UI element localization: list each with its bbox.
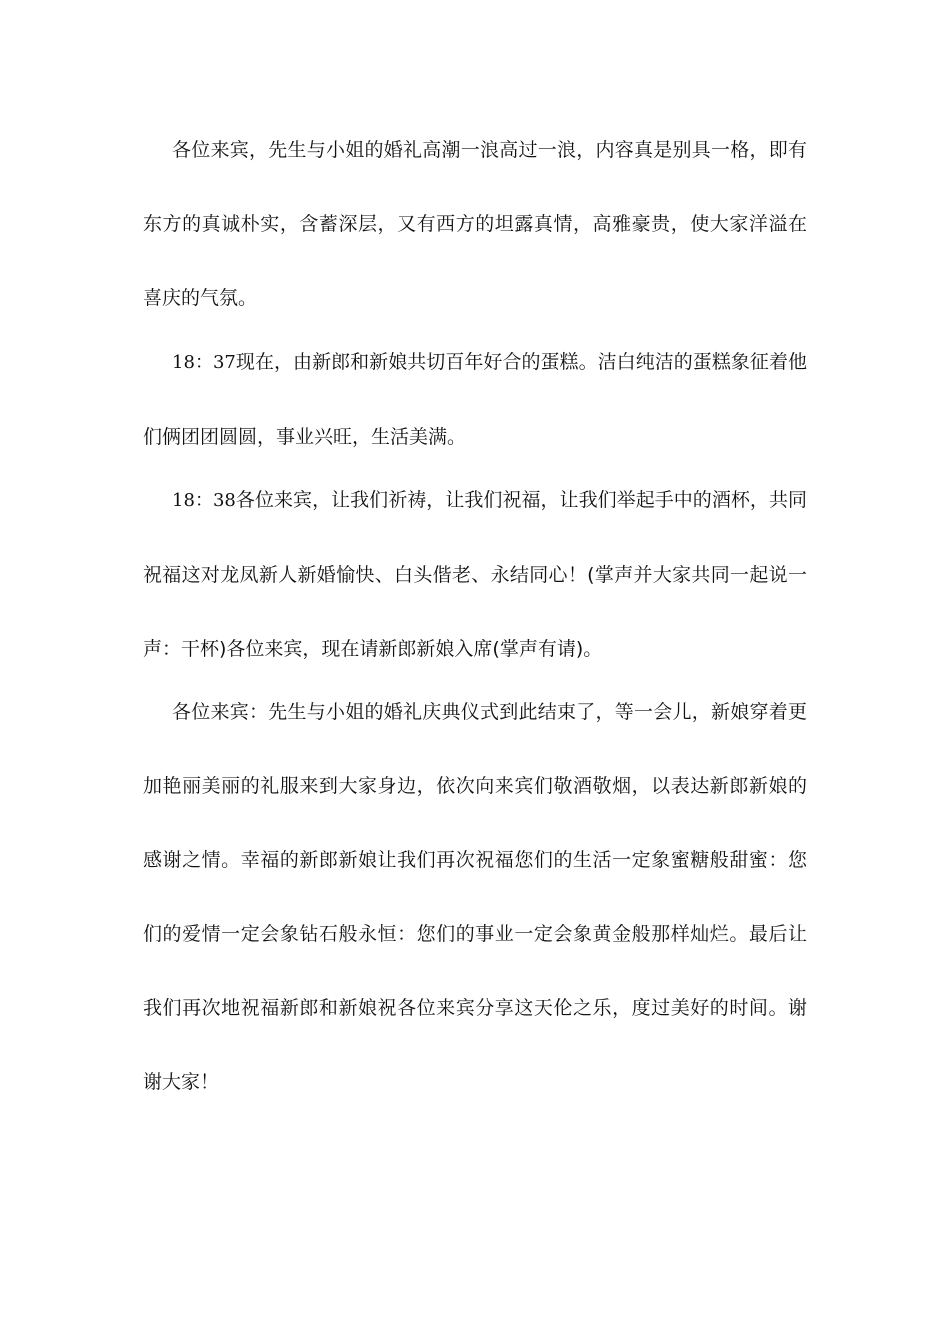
paragraph-toast	[143, 463, 807, 686]
timestamp: 18：38	[172, 490, 236, 511]
timestamp: 18：37	[172, 352, 236, 373]
paragraph-cake	[143, 325, 807, 474]
paragraph-opening	[143, 113, 807, 335]
paragraph-text: 各位来宾，让我们祈祷，让我们祝福，让我们举起手中的酒杯，共同祝福这对龙凤新人新婚愉快、白头偕老、永结同心！(掌声并大家共同一起说一声：干杯)各位来宾，现在请新郎新娘入席(掌声有请)。	[143, 489, 807, 660]
paragraph-text: 现在，由新郎和新娘共切百年好合的蛋糕。洁白纯洁的蛋糕象征着他们俩团团圆圆，事业兴旺，生活美满。	[143, 351, 807, 448]
paragraph-text: 各位来宾，先生与小姐的婚礼高潮一浪高过一浪，内容真是别具一格，即有东方的真诚朴实，含蓄深层，又有西方的坦露真情，高雅豪贵，使大家洋溢在喜庆的气氛。	[143, 139, 807, 309]
paragraph-text: 各位来宾：先生与小姐的婚礼庆典仪式到此结束了，等一会儿，新娘穿着更加艳丽美丽的礼服来到大家身边，依次向来宾们敬酒敬烟，以表达新郎新娘的感谢之情。幸福的新郎新娘让我们再次祝福您们的生活一定象蜜糖般甜蜜：您们的爱情一定会象钻石般永恒：您们的事业一定会象黄金般那样灿烂。最后让我们再次地祝福新郎和新娘祝各位来宾分享这天伦之乐，度过美好的时间。谢谢大家！	[143, 701, 807, 1093]
paragraph-closing	[143, 675, 807, 1119]
